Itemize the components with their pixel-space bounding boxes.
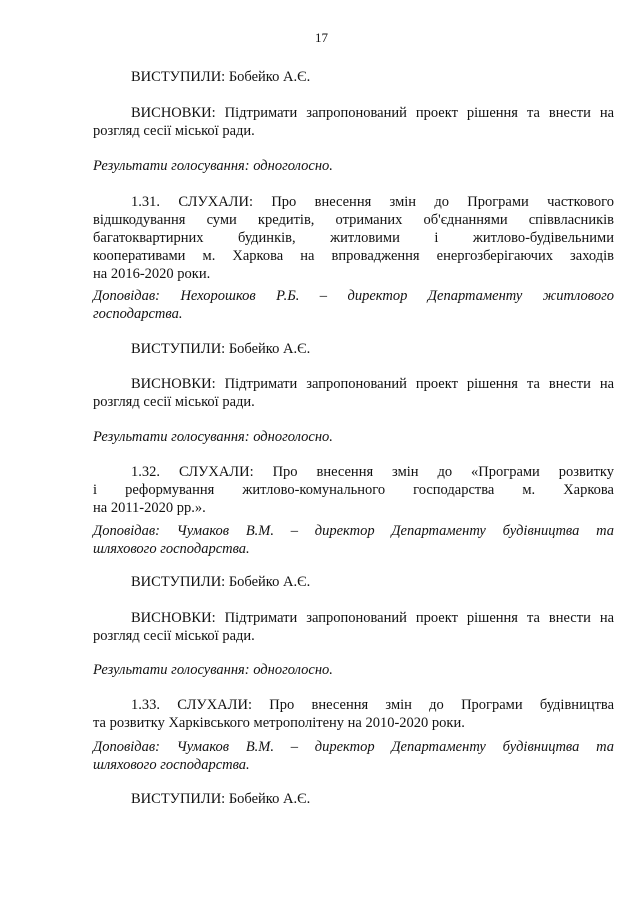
speakers-paragraph xyxy=(93,573,614,591)
item-number: 1.33. xyxy=(131,697,160,713)
vote-result: Результати голосування: одноголосно. xyxy=(93,158,333,174)
heard-label: СЛУХАЛИ: xyxy=(178,194,254,210)
item-text: Про внесення змін до Програми часткового xyxy=(271,194,615,210)
speaker-name: Бобейко А.Є. xyxy=(228,69,311,85)
reporter-1-32: Доповідав: Чумаков В.М. – директор Департаменту будівництва та шляхового господарства. xyxy=(93,523,614,557)
conclusions-text: Підтримати запропонований проект рішення та внести на xyxy=(224,376,615,392)
item-text: відшкодування суми кредитів, отриманих об'єднаннями співвласників xyxy=(93,212,614,228)
conclusions-label: ВИСНОВКИ: xyxy=(131,610,216,626)
item-number: 1.32. xyxy=(131,464,160,480)
speakers-label: ВИСТУПИЛИ: xyxy=(131,574,226,590)
item-text: і реформування житлово-комунального господарства м. Харкова xyxy=(93,482,614,498)
vote-result: Результати голосування: одноголосно. xyxy=(93,429,333,445)
page-number: 17 xyxy=(315,30,328,45)
item-number: 1.31. xyxy=(131,194,160,210)
item-text: на 2011-2020 рр.». xyxy=(93,500,206,516)
speakers-paragraph xyxy=(93,340,614,358)
heard-item-1-31 xyxy=(93,193,614,283)
speaker-name: Бобейко А.Є. xyxy=(228,791,311,807)
item-text: Про внесення змін до Програми будівництва xyxy=(269,697,615,713)
speakers-label: ВИСТУПИЛИ: xyxy=(131,791,226,807)
item-text: багатоквартирних будинків, житловими і житлово-будівельними xyxy=(93,230,614,246)
item-text: кооперативами м. Харкова на впровадження енергозберігаючих заходів xyxy=(93,248,614,264)
conclusions-text-cont: розгляд сесії міської ради. xyxy=(93,628,255,644)
conclusions-text: Підтримати запропонований проект рішення та внести на xyxy=(224,610,615,626)
heard-label: СЛУХАЛИ: xyxy=(178,464,254,480)
speaker-name: Бобейко А.Є. xyxy=(228,574,311,590)
vote-result: Результати голосування: одноголосно. xyxy=(93,662,333,678)
item-text: на 2016-2020 роки. xyxy=(93,266,211,282)
speaker-name: Бобейко А.Є. xyxy=(228,341,311,357)
speakers-paragraph xyxy=(93,68,614,86)
speakers-paragraph xyxy=(93,790,614,808)
conclusions-text-cont: розгляд сесії міської ради. xyxy=(93,123,255,139)
heard-item-1-32 xyxy=(93,463,614,517)
conclusions-paragraph xyxy=(93,375,614,411)
conclusions-label: ВИСНОВКИ: xyxy=(131,105,216,121)
reporter-1-33: Доповідав: Чумаков В.М. – директор Департаменту будівництва та шляхового господарства. xyxy=(93,739,614,773)
heard-item-1-33 xyxy=(93,696,614,732)
speakers-label: ВИСТУПИЛИ: xyxy=(131,341,226,357)
item-text: та розвитку Харківського метрополітену на 2010-2020 роки. xyxy=(93,715,465,731)
conclusions-paragraph xyxy=(93,609,614,645)
conclusions-text-cont: розгляд сесії міської ради. xyxy=(93,394,255,410)
reporter-1-31: Доповідав: Нехорошков Р.Б. – директор Департаменту житлового господарства. xyxy=(93,288,614,322)
conclusions-text: Підтримати запропонований проект рішення та внести на xyxy=(224,105,615,121)
conclusions-paragraph xyxy=(93,104,614,140)
conclusions-label: ВИСНОВКИ: xyxy=(131,376,216,392)
item-text: Про внесення змін до «Програми розвитку xyxy=(272,464,615,480)
heard-label: СЛУХАЛИ: xyxy=(177,697,252,713)
speakers-label: ВИСТУПИЛИ: xyxy=(131,69,226,85)
